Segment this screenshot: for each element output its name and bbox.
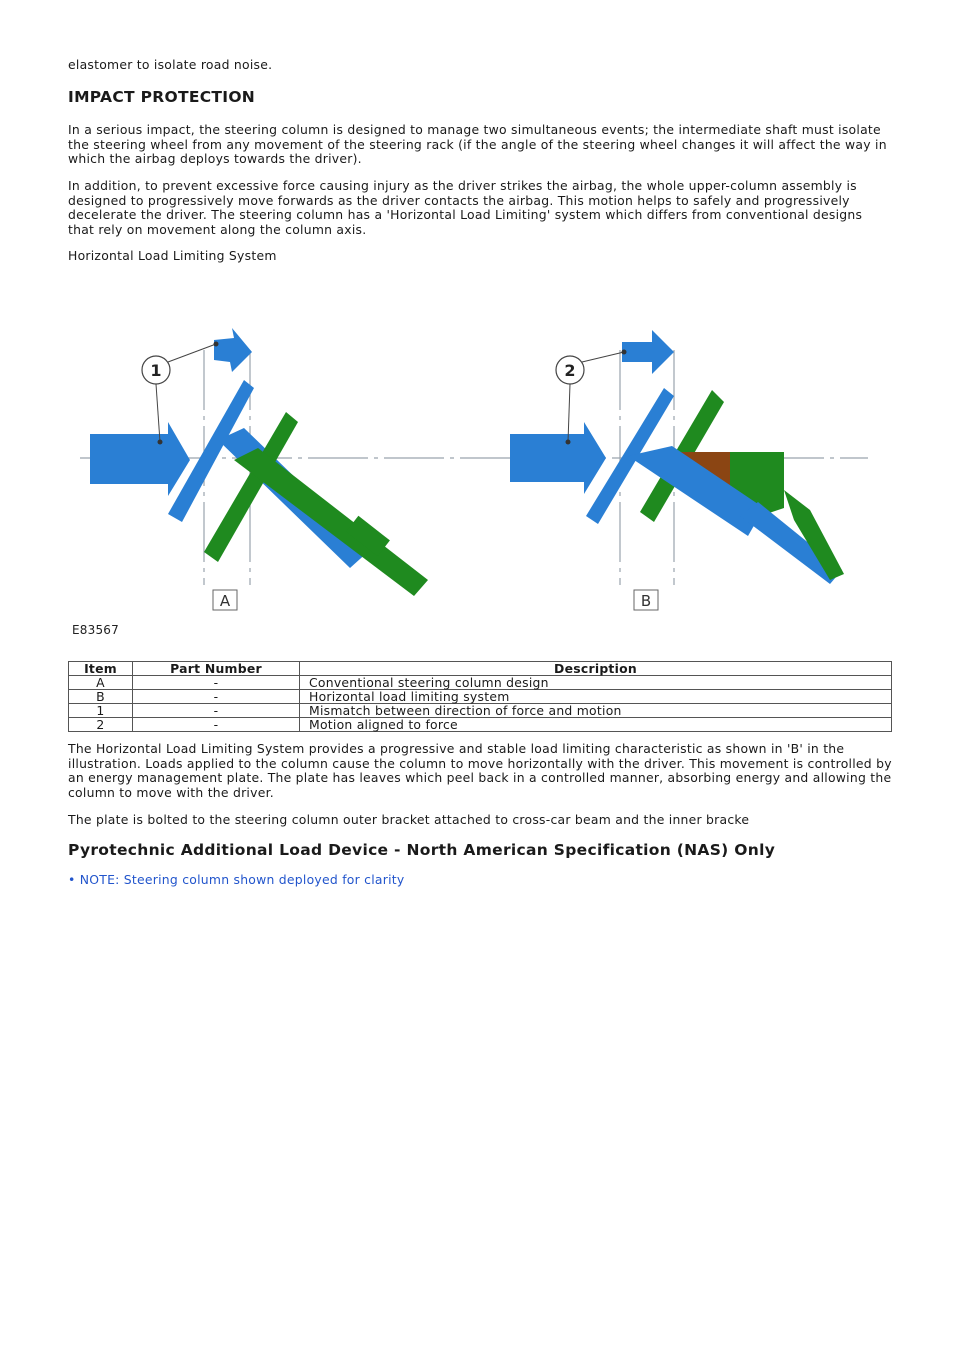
pyrotechnic-heading: Pyrotechnic Additional Load Device - North American Specification (NAS) Only [68, 841, 776, 859]
cell-description: Horizontal load limiting system [300, 690, 892, 704]
header-description: Description [300, 662, 892, 676]
motion-arrow-a [214, 328, 252, 372]
force-arrow-b [510, 422, 606, 494]
force-arrow-a [90, 422, 190, 496]
cell-description: Conventional steering column design [300, 676, 892, 690]
impact-paragraph-1: In a serious impact, the steering column is designed to manage two simultaneous events; the intermediate shaft must isolate the steering wheel from any movement of the steering rack (if the angle of the steering wheel changes it will affect the way in which the airbag deploys towards the driver). [68, 122, 887, 167]
impact-protection-heading: IMPACT PROTECTION [68, 88, 256, 106]
table-row [69, 704, 892, 718]
callout-1-dot-bottom [158, 440, 163, 445]
table-header-row [69, 662, 892, 676]
callout-2-dot-bottom [566, 440, 571, 445]
callout-2-leader-top [582, 352, 624, 362]
table-row [69, 718, 892, 732]
panel-label-b: B [640, 592, 652, 610]
motion-arrow-b [622, 330, 674, 374]
impact-paragraph-2: In addition, to prevent excessive force causing injury as the driver strikes the airbag, the whole upper-column assembly is designed to progressively move forwards as the driver contacts the airbag. This motion helps to safely and progressively decelerate the driver. The steering column has a 'Horizontal Load Limiting' system which differs from conventional designs that rely on movement along the column axis. [68, 178, 863, 237]
cell-description: Mismatch between direction of force and motion [300, 704, 892, 718]
cell-item: 1 [69, 704, 133, 718]
header-part-number: Part Number [133, 662, 300, 676]
cell-part-number: - [133, 704, 300, 718]
cell-part-number: - [133, 718, 300, 732]
cell-part-number: - [133, 676, 300, 690]
figure-caption: Horizontal Load Limiting System [68, 248, 277, 263]
parts-table [68, 661, 892, 732]
figure-id: E83567 [72, 623, 119, 637]
cell-description: Motion aligned to force [300, 718, 892, 732]
callout-2-label: 2 [564, 361, 576, 380]
panel-a-diagram [90, 328, 428, 610]
deployment-note: • NOTE: Steering column shown deployed for clarity [68, 872, 405, 887]
panel-b-diagram [510, 330, 844, 610]
callout-1-dot-top [214, 342, 219, 347]
cell-item: B [69, 690, 133, 704]
horizontal-load-limiting-illustration [68, 290, 892, 645]
cell-part-number: - [133, 690, 300, 704]
table-row [69, 676, 892, 690]
column-lower-a [234, 448, 428, 596]
illustration-svg [68, 290, 892, 645]
plate-bolting-paragraph: The plate is bolted to the steering column outer bracket attached to cross-car beam and the inner bracke [68, 812, 750, 827]
panel-label-a: A [219, 592, 231, 610]
load-limiting-paragraph: The Horizontal Load Limiting System provides a progressive and stable load limiting characteristic as shown in 'B' in the illustration. Loads applied to the column cause the column to move horizontally with the driver. This movement is controlled by an energy management plate. The plate has leaves which peel back in a controlled manner, absorbing energy and allowing the column to move with the driver. [68, 741, 892, 800]
table-row [69, 690, 892, 704]
callout-1-leader-top [168, 344, 216, 362]
cell-item: 2 [69, 718, 133, 732]
callout-2-leader-bottom [568, 384, 570, 442]
callout-1-leader-bottom [156, 384, 160, 442]
intro-fragment: elastomer to isolate road noise. [68, 57, 273, 72]
callout-2-dot-top [622, 350, 627, 355]
callout-1-label: 1 [150, 361, 162, 380]
cell-item: A [69, 676, 133, 690]
header-item: Item [69, 662, 133, 676]
